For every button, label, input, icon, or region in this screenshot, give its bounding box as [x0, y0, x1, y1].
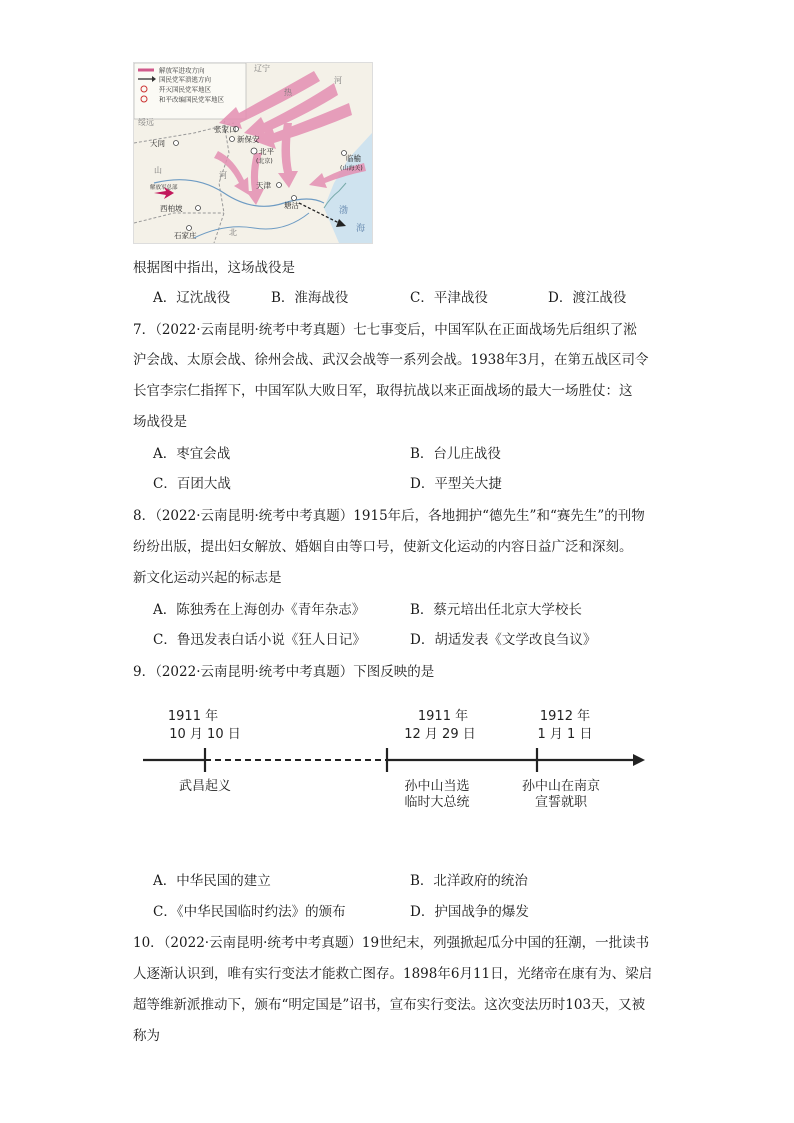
- timeline-year-3: 1912 年: [539, 709, 591, 724]
- option-text: 蔡元培出任北京大学校长: [433, 602, 582, 618]
- city-tanggu: 塘沽: [284, 201, 299, 210]
- option-text: 北洋政府的统治: [433, 873, 528, 889]
- option-key: C．: [153, 632, 177, 648]
- city-beijing-note: (北京): [256, 158, 273, 165]
- option-text: 护国战争的爆发: [434, 904, 529, 920]
- q10-stem-1: 19世纪末，列强掀起瓜分中国的狂潮，一批读书: [361, 935, 650, 951]
- q10-stem-2: 人逐渐认识到，唯有实行变法才能救亡图存。1898年6月11日，光绪帝在康有为、梁启: [133, 966, 653, 982]
- timeline-event-2b: 临时大总统: [404, 795, 470, 810]
- q7-stem-1: 七七事变后，中国军队在正面战场先后组织了淞: [353, 322, 637, 338]
- q9-source: （2022·云南昆明·统考中考真题）: [155, 664, 354, 680]
- region-he: 河: [334, 76, 342, 85]
- option-text: 陈独秀在上海创办《青年杂志》: [176, 602, 366, 618]
- q8-option-d[interactable]: [410, 628, 596, 648]
- q9-option-c[interactable]: [153, 900, 346, 920]
- region-shan: 山: [154, 166, 162, 175]
- legend-attack: 解放军进攻方向: [159, 66, 205, 75]
- region-re: 热: [284, 88, 292, 97]
- q7-option-b[interactable]: [410, 442, 501, 462]
- timeline-event-3b: 宣誓就职: [534, 795, 588, 810]
- timeline-event-1: 武昌起义: [178, 779, 232, 794]
- q7-option-c[interactable]: [153, 472, 231, 492]
- option-key: A．: [153, 602, 177, 618]
- option-text: 台儿庄战役: [433, 446, 501, 462]
- battle-map: [133, 62, 373, 244]
- option-key: B．: [410, 873, 434, 889]
- option-key: C．: [153, 476, 177, 492]
- sea-label-hai: 海: [356, 224, 366, 234]
- option-text: 枣宜会战: [176, 446, 231, 462]
- city-linyu: 临榆: [346, 154, 361, 163]
- q8-number: 8．: [133, 508, 156, 524]
- q10-line1: [133, 931, 649, 951]
- q7-source: （2022·云南昆明·统考中考真题）: [155, 322, 354, 338]
- option-key: D．: [410, 476, 435, 492]
- city-beiping: 北平: [259, 147, 274, 156]
- option-key: D．: [410, 904, 435, 920]
- q10-source: （2022·云南昆明·统考中考真题）: [163, 935, 362, 951]
- q8-option-b[interactable]: [410, 598, 582, 618]
- q9-option-a[interactable]: [153, 869, 271, 889]
- legend-reorganized: 和平改编国民党军地区: [159, 95, 224, 104]
- q6-option-c[interactable]: [410, 286, 488, 306]
- q9-option-d[interactable]: [410, 900, 529, 920]
- option-text: 淮海战役: [294, 290, 349, 306]
- option-key: B．: [410, 446, 434, 462]
- q6-option-b[interactable]: [271, 286, 348, 306]
- city-xibaipo: 西柏坡: [160, 204, 183, 213]
- option-key: C．: [410, 290, 434, 306]
- q8-stem-3: 新文化运动兴起的标志是: [133, 570, 282, 586]
- q9-option-b[interactable]: [410, 869, 528, 889]
- option-key: A．: [153, 290, 177, 306]
- option-text: 平津战役: [433, 290, 488, 306]
- city-xinbaoan: 新保安: [237, 135, 260, 144]
- region-suiyuan: 绥远: [138, 118, 154, 127]
- q10-stem-3: 超等维新派推动下，颁布“明定国是”诏书，宣布实行变法。这次变法历时103天，又被: [133, 997, 646, 1013]
- timeline-year-1: 1911 年: [167, 709, 219, 724]
- option-text: 胡适发表《文学改良刍议》: [434, 632, 597, 648]
- option-key: B．: [271, 290, 295, 306]
- legend-annihilated: 歼灭国民党军地区: [159, 85, 211, 94]
- timeline-date-3: 1 月 1 日: [537, 727, 593, 742]
- option-text: 《中华民国临时约法》的颁布: [176, 904, 346, 920]
- timeline-event-2a: 孙中山当选: [404, 779, 470, 794]
- q8-line1: [133, 504, 645, 524]
- timeline-year-2: 1911 年: [417, 709, 469, 724]
- timeline-event-3a: 孙中山在南京: [521, 779, 601, 794]
- q7-stem-3: 长官李宗仁指挥下，中国军队大败日军，取得抗战以来正面战场的最大一场胜仗：这: [133, 383, 633, 399]
- q7-option-a[interactable]: [153, 442, 230, 462]
- option-text: 中华民国的建立: [176, 873, 271, 889]
- timeline-date-2: 12 月 29 日: [404, 727, 476, 742]
- q6-option-a[interactable]: [153, 286, 230, 306]
- q7-stem-4: 场战役是: [133, 414, 187, 430]
- region-liaoning: 辽宁: [254, 64, 270, 73]
- option-text: 百团大战: [176, 476, 231, 492]
- q6-prompt: 根据图中指出，这场战役是: [133, 260, 295, 276]
- city-zhangjiakou: 张家口: [214, 125, 237, 134]
- q9-line1: [133, 660, 434, 680]
- q7-stem-2: 沪会战、太原会战、徐州会战、武汉会战等一系列会战。1938年3月，在第五战区司令: [133, 352, 649, 368]
- legend-retreat: 国民党军溃逃方向: [159, 75, 211, 84]
- option-key: A．: [153, 446, 177, 462]
- timeline-figure: [133, 700, 653, 820]
- city-shijiazhuang: 石家庄: [174, 231, 197, 240]
- q7-line1: [133, 318, 637, 338]
- sea-label-bo: 渤: [339, 206, 349, 216]
- option-text: 渡江战役: [572, 290, 627, 306]
- q10-stem-4: 称为: [133, 1028, 160, 1044]
- q7-number: 7．: [133, 322, 156, 338]
- region-bei: 北: [229, 228, 237, 237]
- q8-stem-1: 1915年后，各地拥护“德先生”和“赛先生”的刊物: [353, 508, 645, 524]
- option-key: D．: [410, 632, 435, 648]
- q10-number: 10．: [133, 935, 164, 951]
- q9-stem-1: 下图反映的是: [353, 664, 435, 680]
- timeline-date-1: 10 月 10 日: [169, 727, 241, 742]
- map-figure: [134, 63, 372, 243]
- q8-source: （2022·云南昆明·统考中考真题）: [155, 508, 354, 524]
- q8-option-a[interactable]: [153, 598, 365, 618]
- timeline-arrowhead: [633, 754, 645, 766]
- q9-number: 9．: [133, 664, 156, 680]
- option-key: C．: [153, 904, 177, 920]
- option-key: A．: [153, 873, 177, 889]
- q8-stem-2: 纷纷出版，提出妇女解放、婚姻自由等口号，使新文化运动的内容日益广泛和深刻。: [133, 539, 633, 555]
- city-datong: 大同: [150, 139, 165, 148]
- q7-option-d[interactable]: [410, 472, 502, 492]
- option-key: D．: [548, 290, 573, 306]
- label-pla-hq: 解放军总部: [150, 185, 178, 191]
- q6-option-d[interactable]: [548, 286, 626, 306]
- city-shanhaiguan: (山海关): [340, 165, 363, 172]
- q8-option-c[interactable]: [153, 628, 366, 648]
- option-text: 辽沈战役: [176, 290, 231, 306]
- city-tianjin: 天津: [256, 181, 271, 190]
- option-text: 平型关大捷: [434, 476, 502, 492]
- region-he2: 河: [219, 171, 227, 180]
- option-text: 鲁迅发表白话小说《狂人日记》: [176, 632, 366, 648]
- option-key: B．: [410, 602, 434, 618]
